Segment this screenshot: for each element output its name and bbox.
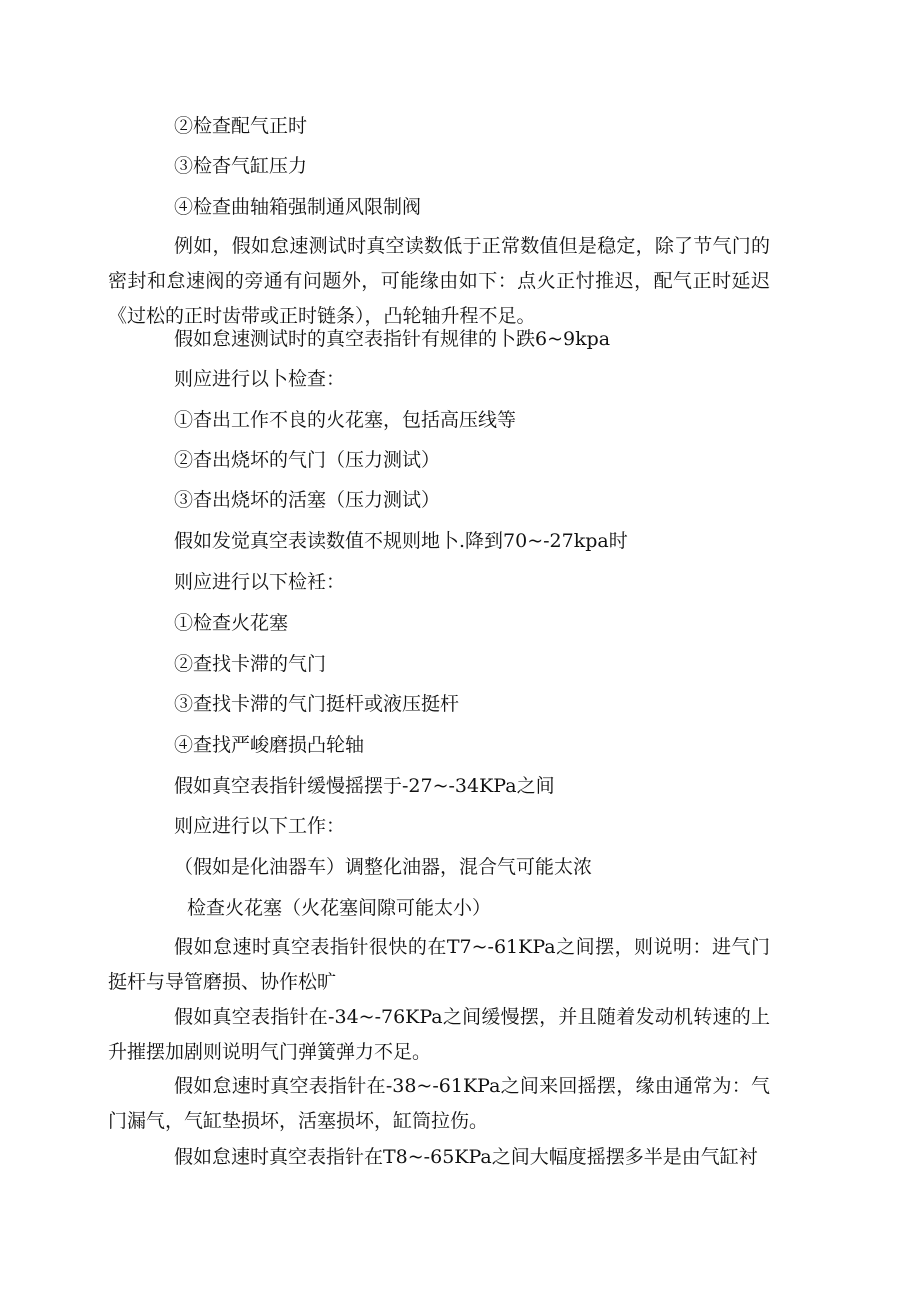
text-line: ①杳出工作不良的火花塞，包括高压线等 xyxy=(174,409,517,431)
text-line: ④查找严峻磨损凸轮轴 xyxy=(174,734,365,756)
text-line: ②检查配气正时 xyxy=(174,115,308,137)
text-paragraph: 假如怠速时真空表指针在-38~-61KPa之间来回摇摆，缘由通常为：气门漏气，气缸垫损坏，活塞损坏，缸筒拉伤。 xyxy=(108,1075,770,1132)
text-line: ③检杳气缸压力 xyxy=(174,155,308,177)
text-line: ②杳出烧坏的气门（压力测试） xyxy=(174,449,441,471)
text-line: 假如怠速测试时的真空表指针有规律的卜跌6~9kpa xyxy=(174,328,611,350)
text-line: 则应进行以卜检查： xyxy=(174,368,346,390)
text-paragraph: 例如，假如怠速测试时真空读数低于正常数值但是稳定，除了节气门的密封和怠速阀的旁通有问题外，可能缘由如下：点火正忖推迟，配气正时延迟《过松的正时齿带或正时链条），凸轮轴升程不足。 xyxy=(108,235,770,327)
text-line: 检查火花塞（火花塞间隙可能太小） xyxy=(187,897,492,919)
text-paragraph: 假如真空表指针在-34~-76KPa之间缓慢摆，并且随着发动机转速的上升摧摆加剧则说明气门弹簧弹力不足。 xyxy=(108,1006,770,1063)
text-line: 假如发觉真空表读数值不规则地卜.降到70~-27kpa时 xyxy=(174,530,628,552)
text-line: 则应进行以下检衽： xyxy=(174,571,346,593)
text-line: 假如怠速时真空表指针在T8~-65KPa之间大幅度摇摆多半是由气缸衬 xyxy=(174,1146,758,1168)
text-line: ③杳出烧坏的活塞（压力测试） xyxy=(174,489,441,511)
text-line: ③查找卡滞的气门挺杆或液压挺杆 xyxy=(174,693,460,715)
text-line: 则应进行以下工作： xyxy=(174,815,346,837)
text-line: ①检查火花塞 xyxy=(174,612,289,634)
text-paragraph: 假如怠速时真空表指针很快的在T7~-61KPa之间摆，则说明：进气门挺杆与导管磨损、协作松旷 xyxy=(108,936,770,993)
text-line: ④检查曲轴箱强制通风限制阀 xyxy=(174,196,422,218)
text-line: 假如真空表指针缓慢摇摆于-27~-34KPa之间 xyxy=(174,775,555,797)
text-line: （假如是化油器车）调整化油器，混合气可能太浓 xyxy=(174,856,593,878)
text-line: ②查找卡滞的气门 xyxy=(174,653,327,675)
